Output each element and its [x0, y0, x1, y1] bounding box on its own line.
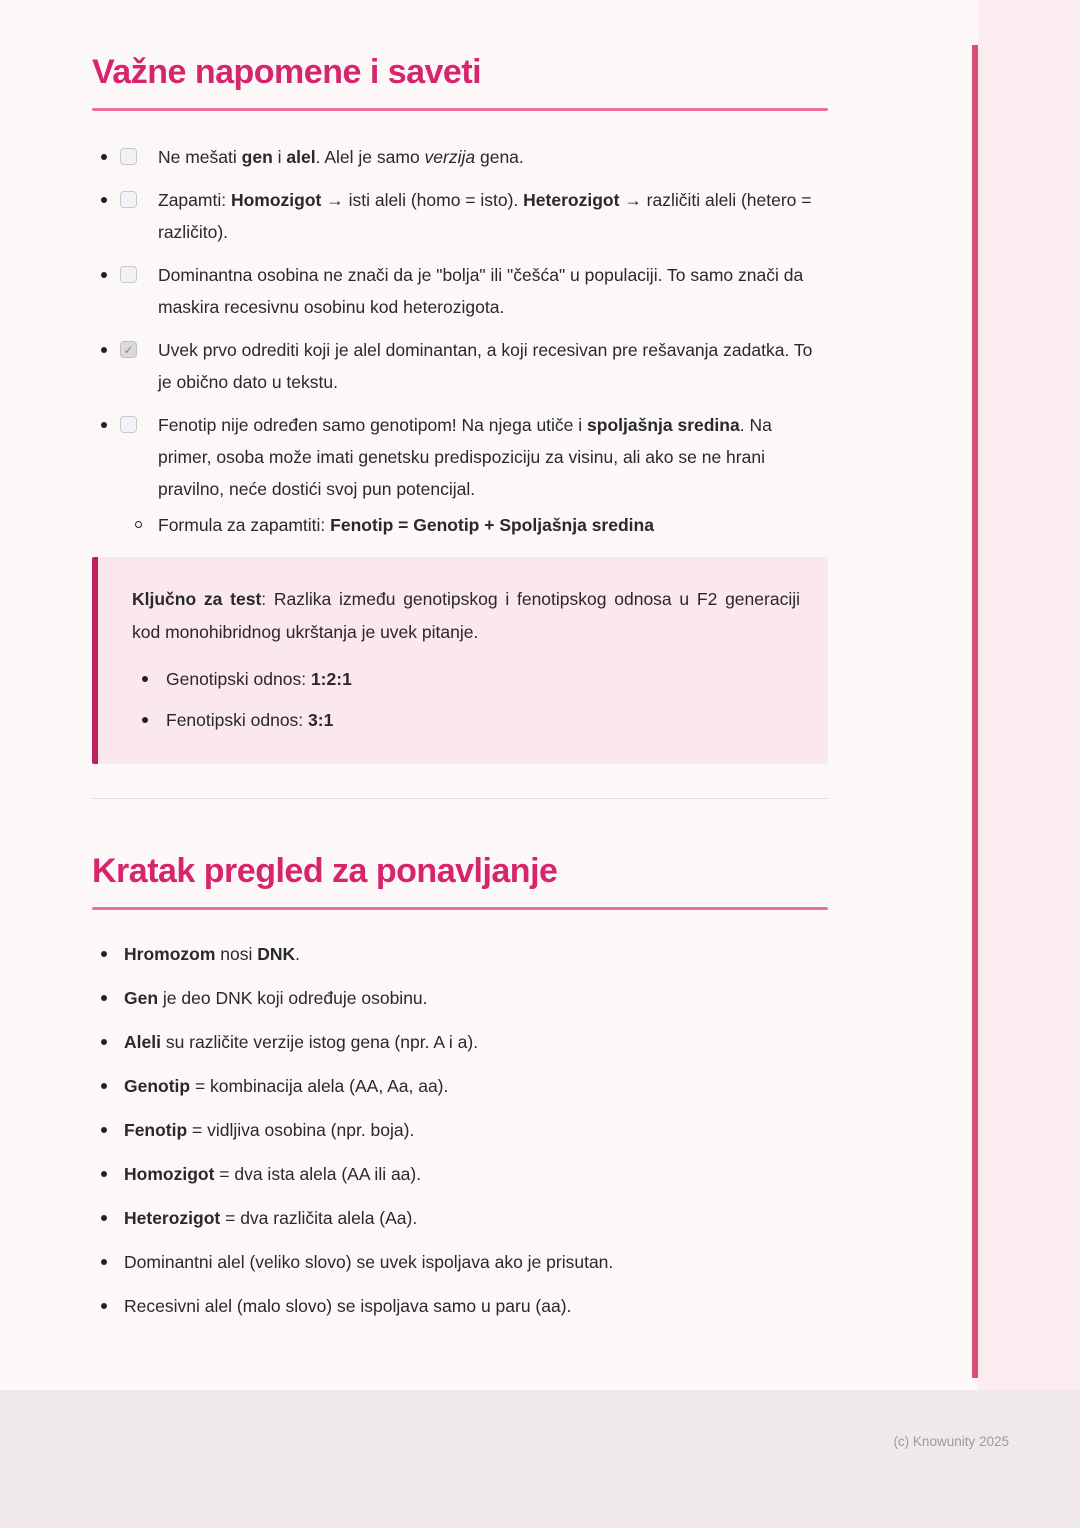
- text-segment: . Alel je samo: [315, 147, 425, 167]
- list-item: [92, 1202, 828, 1234]
- section-title-review: Kratak pregled za ponavljanje: [92, 852, 558, 890]
- text-segment: alel: [286, 147, 316, 167]
- bullet-dot: [101, 154, 107, 160]
- text-segment: Hromozom: [124, 944, 216, 964]
- text-segment: .: [295, 944, 301, 964]
- checkbox-unchecked[interactable]: [120, 416, 137, 433]
- list-item: [92, 334, 828, 398]
- text-segment: Genotipski odnos:: [166, 669, 311, 689]
- title-underline: [92, 108, 828, 111]
- checkbox-unchecked[interactable]: [120, 266, 137, 283]
- list-item: [92, 1070, 828, 1102]
- title-underline: [92, 907, 828, 910]
- callout-list-item: [132, 663, 800, 695]
- text-segment: 1:2:1: [310, 669, 352, 689]
- text-segment: → isti aleli (homo = isto).: [321, 190, 524, 210]
- text-segment: → različiti aleli (hetero = različito).: [158, 190, 812, 242]
- callout-list-item: [132, 704, 800, 736]
- text-segment: Formula za zapamtiti:: [158, 515, 331, 535]
- callout-list: [132, 663, 800, 736]
- list-item: [92, 409, 828, 541]
- list-item: [92, 1246, 828, 1278]
- list-item-text: [158, 409, 828, 505]
- text-segment: Fenotip nije određen samo genotipom! Na njega utiče i: [158, 415, 588, 435]
- text-segment: Homozigot: [124, 1164, 215, 1184]
- callout-box: [92, 557, 828, 764]
- page-content: [92, 52, 828, 1334]
- list-item-text: [158, 334, 828, 398]
- list-item: [92, 938, 828, 970]
- section-divider: [92, 798, 828, 799]
- text-segment: = vidljiva osobina (npr. boja).: [187, 1120, 415, 1140]
- list-item-text: [158, 259, 828, 323]
- bullet-dot: [101, 422, 107, 428]
- notes-list: [92, 141, 828, 541]
- footer-credit: (c) Knowunity 2025: [893, 1434, 1009, 1449]
- text-segment: verzija: [424, 147, 476, 167]
- text-segment: Gen: [124, 988, 159, 1008]
- text-segment: . Na primer, osoba može imati genetsku predispoziciju za visinu, ali ako se ne hrani pravilno, neće dostići svoj pun potencijal.: [158, 415, 772, 499]
- text-segment: je deo DNK koji određuje osobinu.: [158, 988, 428, 1008]
- sub-list: [158, 509, 828, 541]
- list-item: [92, 1158, 828, 1190]
- text-segment: Fenotipski odnos:: [166, 710, 309, 730]
- text-segment: = dva različita alela (Aa).: [220, 1208, 418, 1228]
- text-segment: i: [272, 147, 287, 167]
- sub-list-item: [135, 509, 828, 541]
- text-segment: spoljašnja sredina: [587, 415, 740, 435]
- list-item: [92, 141, 828, 173]
- text-segment: DNK: [257, 944, 296, 964]
- text-segment: Fenotip: [124, 1120, 188, 1140]
- review-list: [92, 938, 828, 1322]
- bullet-dot: [101, 347, 107, 353]
- text-segment: gen: [241, 147, 273, 167]
- list-item: [92, 1114, 828, 1146]
- text-segment: Dominantna osobina ne znači da je "bolja" ili "češća" u populaciji. To samo znači da maskira recesivnu osobinu kod heterozigota.: [158, 265, 804, 317]
- list-item: [92, 1026, 828, 1058]
- checkbox-checked[interactable]: ✓: [120, 341, 137, 358]
- text-segment: Dominantni alel (veliko slovo) se uvek ispoljava ako je prisutan.: [124, 1252, 614, 1272]
- list-item: [92, 184, 828, 248]
- bullet-dot: [101, 197, 107, 203]
- list-item: [92, 982, 828, 1014]
- text-segment: Uvek prvo odrediti koji je alel dominantan, a koji recesivan pre rešavanja zadatka. To je obično dato u tekstu.: [158, 340, 813, 392]
- right-margin-band: [978, 0, 1080, 1390]
- text-segment: : Razlika između genotipskog i fenotipskog odnosa u F2 generaciji kod monohibridnog ukrštanja je uvek pitanje.: [132, 589, 800, 642]
- right-margin-accent-line: [972, 45, 978, 1378]
- text-segment: = dva ista alela (AA ili aa).: [214, 1164, 422, 1184]
- text-segment: Heterozigot: [523, 190, 620, 210]
- bullet-dot: [101, 272, 107, 278]
- text-segment: Ključno za test: [132, 589, 262, 609]
- text-segment: Ne mešati: [158, 147, 242, 167]
- text-segment: 3:1: [308, 710, 334, 730]
- text-segment: Fenotip = Genotip + Spoljašnja sredina: [330, 515, 654, 535]
- checkbox-unchecked[interactable]: [120, 191, 137, 208]
- text-segment: Heterozigot: [124, 1208, 221, 1228]
- text-segment: Genotip: [124, 1076, 191, 1096]
- list-item-text: [158, 141, 828, 173]
- section-title-notes: Važne napomene i saveti: [92, 53, 482, 91]
- list-item: [92, 259, 828, 323]
- text-segment: su različite verzije istog gena (npr. A i a).: [160, 1032, 479, 1052]
- checkbox-unchecked[interactable]: [120, 148, 137, 165]
- list-item: [92, 1290, 828, 1322]
- callout-text: [132, 583, 800, 649]
- text-segment: nosi: [215, 944, 258, 964]
- text-segment: Zapamti:: [158, 190, 231, 210]
- list-item-text: [158, 184, 828, 248]
- text-segment: Aleli: [124, 1032, 161, 1052]
- text-segment: gena.: [475, 147, 524, 167]
- text-segment: = kombinacija alela (AA, Aa, aa).: [190, 1076, 449, 1096]
- text-segment: Homozigot: [230, 190, 322, 210]
- text-segment: Recesivni alel (malo slovo) se ispoljava samo u paru (aa).: [124, 1296, 572, 1316]
